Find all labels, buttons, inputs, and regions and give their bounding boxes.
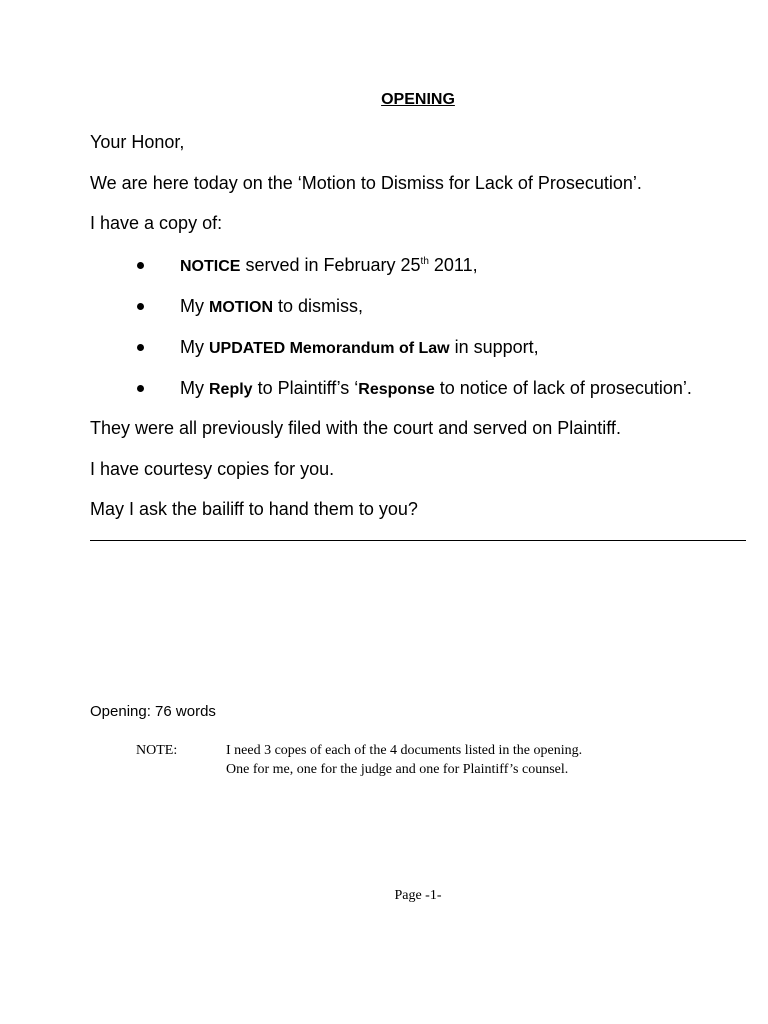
list-item-text [180, 336, 539, 360]
list-item-text [180, 295, 363, 319]
list-item-body: to dismiss, [273, 296, 364, 316]
bold-term: Response [358, 381, 435, 398]
note-label: NOTE: [136, 743, 178, 758]
bold-term: MOTION [209, 299, 273, 316]
copy-intro: I have a copy of: [90, 213, 223, 233]
list-item-prefix: My [180, 378, 209, 398]
list-item-text [180, 377, 692, 401]
list-item-body: served in February 25 [240, 255, 421, 275]
superscript: th [420, 256, 429, 267]
salutation: Your Honor, [90, 132, 185, 152]
list-item-prefix: My [180, 337, 209, 357]
bold-term: NOTICE [180, 258, 241, 275]
list-item-prefix: My [180, 296, 209, 316]
courtesy-statement: I have courtesy copies for you. [90, 459, 335, 479]
list-item-text [180, 254, 478, 280]
bullet-icon [137, 262, 144, 269]
page-number: Page -1- [394, 888, 442, 903]
intro-paragraph: We are here today on the ‘Motion to Dismiss for Lack of Prosecution’. [90, 173, 642, 193]
page-title: OPENING [381, 91, 455, 108]
request-statement: May I ask the bailiff to hand them to you? [90, 499, 418, 519]
filed-statement: They were all previously filed with the court and served on Plaintiff. [90, 418, 621, 438]
bullet-icon [137, 303, 144, 310]
bold-term: Reply [209, 381, 253, 398]
note-line-1: I need 3 copes of each of the 4 documents listed in the opening. [226, 743, 583, 758]
bold-term: UPDATED Memorandum of Law [209, 340, 450, 357]
bullet-icon [137, 385, 144, 392]
word-count: Opening: 76 words [90, 703, 216, 720]
list-item-body: in support, [449, 337, 539, 357]
list-item-body: to Plaintiff’s ‘ [252, 378, 359, 398]
note-line-2: One for me, one for the judge and one for Plaintiff’s counsel. [226, 762, 569, 777]
list-item-tail: 2011, [428, 255, 478, 275]
horizontal-divider [90, 540, 746, 541]
list-item-tail: to notice of lack of prosecution’. [434, 378, 692, 398]
bullet-icon [137, 344, 144, 351]
